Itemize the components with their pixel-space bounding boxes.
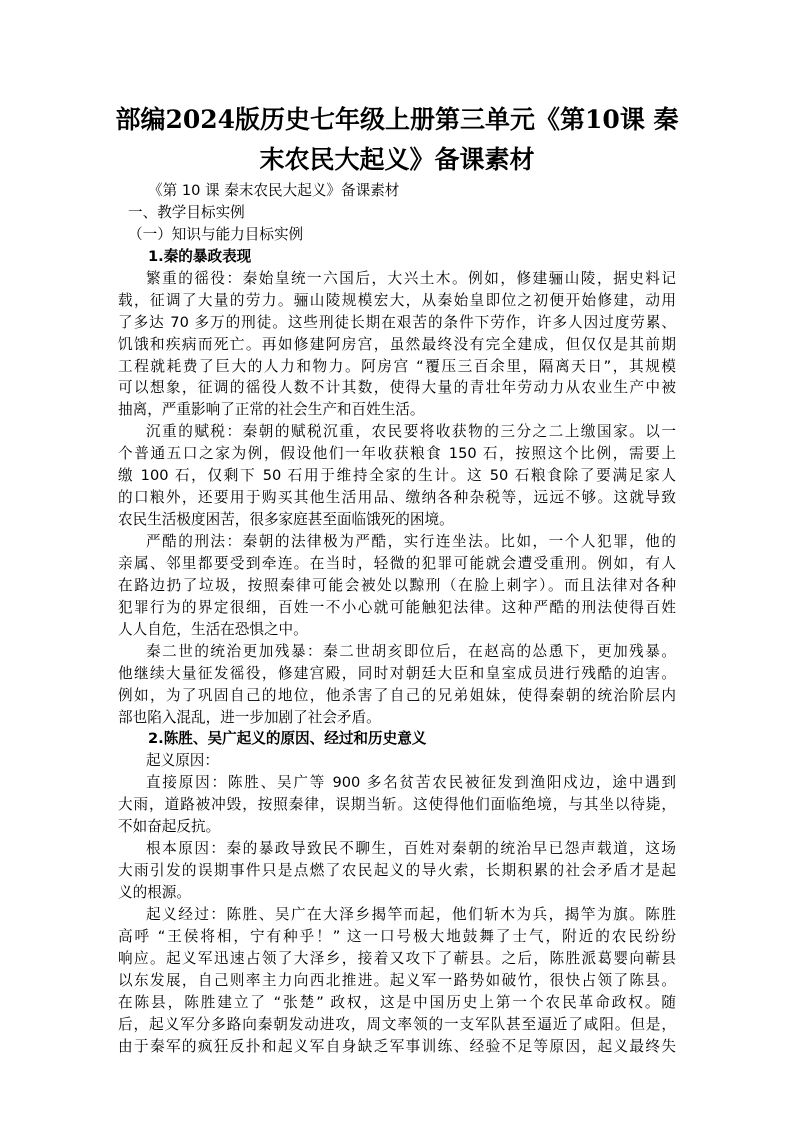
paragraph-line: 了多达 70 多万的刑徒。这些刑徒长期在艰苦的条件下劳作，许多人因过度劳累、 [118, 313, 676, 331]
subtitle-line: 《第 10 课 秦末农民大起义》备课素材 [148, 182, 400, 199]
section-heading: 一、教学目标实例 [128, 203, 245, 221]
paragraph-line: 人人自危，生活在恐惧之中。 [118, 620, 308, 638]
paragraph-line: 缴 100 石，仅剩下 50 石用于维持全家的生计。这 50 石粮食除了要满足家人 [118, 467, 676, 485]
paragraph-line: 直接原因：陈胜、吴广等 900 多名贫苦农民被征发到渔阳戍边，途中遇到 [146, 774, 676, 792]
paragraph-line: 繁重的徭役：秦始皇统一六国后，大兴土木。例如，修建骊山陵，据史料记 [146, 269, 676, 287]
paragraph-line: 亲属、邻里都要受到牵连。在当时，轻微的犯罪可能就会遭受重刑。例如，有人 [118, 554, 676, 572]
paragraph-line: 载，征调了大量的劳力。骊山陵规模宏大，从秦始皇即位之初便开始修建，动用 [118, 291, 676, 309]
document-title-line-2: 末农民大起义》备课素材 [259, 145, 535, 174]
paragraph-line: 工程就耗费了巨大的人力和物力。阿房宫 “覆压三百余里，隔离天日”，其规模 [118, 357, 676, 375]
paragraph-line: 沉重的赋税：秦朝的赋税沉重，农民要将收获物的三分之二上缴国家。以一 [146, 423, 676, 441]
paragraph-line: 以东发展，自己则率主力向西北推进。起义军一路势如破竹，很快占领了陈县。 [118, 971, 676, 989]
paragraph-line: 的口粮外，还要用于购买其他生活用品、缴纳各种杂税等，远远不够。这就导致 [118, 489, 676, 507]
paragraph-line: 犯罪行为的界定很细，百姓一不小心就可能触犯法律。这种严酷的刑法使得百姓 [118, 598, 676, 616]
paragraph-line: 由于秦军的疯狂反扑和起义军自身缺乏军事训练、经验不足等原因，起义最终失 [118, 1037, 676, 1055]
paragraph-line: 响应。起义军迅速占领了大泽乡，接着又攻下了蕲县。之后，陈胜派葛婴向蕲县 [118, 949, 676, 967]
paragraph-line: 部也陷入混乱，进一步加剧了社会矛盾。 [118, 708, 381, 726]
paragraph-line: 农民生活极度困苦，很多家庭甚至面临饿死的困境。 [118, 511, 454, 529]
paragraph-line: 严酷的刑法：秦朝的法律极为严酷，实行连坐法。比如，一个人犯罪，他的 [146, 533, 676, 550]
paragraph-line: 大雨引发的误期事件只是点燃了农民起义的导火索，长期积累的社会矛盾才是起 [118, 862, 676, 880]
paragraph-line: 个普通五口之家为例，假设他们一年收获粮食 150 石，按照这个比例，需要上 [118, 445, 676, 463]
topic-heading: 2.陈胜、吴广起义的原因、经过和历史意义 [148, 730, 427, 748]
paragraph-line: 后，起义军分多路向秦朝发动进攻，周文率领的一支军队甚至逼近了咸阳。但是， [118, 1015, 676, 1033]
paragraph-line: 秦二世的统治更加残暴：秦二世胡亥即位后，在赵高的怂恿下，更加残暴。 [146, 642, 676, 660]
paragraph-line: 在陈县，陈胜建立了 “张楚” 政权，这是中国历史上第一个农民革命政权。随 [118, 993, 676, 1011]
paragraph-line: 饥饿和疾病而死亡。再如修建阿房宫，虽然最终没有完全建成，但仅仅是其前期 [118, 335, 676, 353]
paragraph-line: 不如奋起反抗。 [118, 818, 221, 836]
paragraph-line: 根本原因：秦的暴政导致民不聊生，百姓对秦朝的统治早已怨声载道，这场 [146, 840, 676, 858]
paragraph-line: 起义经过：陈胜、吴广在大泽乡揭竿而起，他们斩木为兵，揭竿为旗。陈胜 [146, 905, 676, 923]
topic-heading: 1.秦的暴政表现 [148, 247, 252, 265]
paragraph-line: 义的根源。 [118, 884, 191, 901]
paragraph-line: 例如，为了巩固自己的地位，他杀害了自己的兄弟姐妹，使得秦朝的统治阶层内 [118, 686, 676, 704]
paragraph-line: 起义原因： [146, 752, 219, 770]
subsection-heading: （一）知识与能力目标实例 [128, 225, 304, 243]
paragraph-line: 在路边扔了垃圾，按照秦律可能会被处以黥刑（在脸上刺字）。而且法律对各种 [118, 576, 676, 594]
paragraph-line: 大雨，道路被冲毁，按照秦律，误期当斩。这使得他们面临绝境，与其坐以待毙， [118, 796, 676, 814]
paragraph-line: 他继续大量征发徭役，修建宫殿，同时对朝廷大臣和皇室成员进行残酷的迫害。 [118, 664, 676, 682]
paragraph-line: 高呼 “王侯将相，宁有种乎！” 这一口号极大地鼓舞了士气，附近的农民纷纷 [118, 927, 676, 945]
paragraph-line: 可以想象，征调的徭役人数不计其数，使得大量的青壮年劳动力从农业生产中被 [118, 379, 676, 397]
document-title-line-1: 部编2024版历史七年级上册第三单元《第10课 秦 [115, 105, 679, 134]
document-body [118, 180, 676, 1058]
paragraph-line: 抽离，严重影响了正常的社会生产和百姓生活。 [118, 401, 425, 419]
